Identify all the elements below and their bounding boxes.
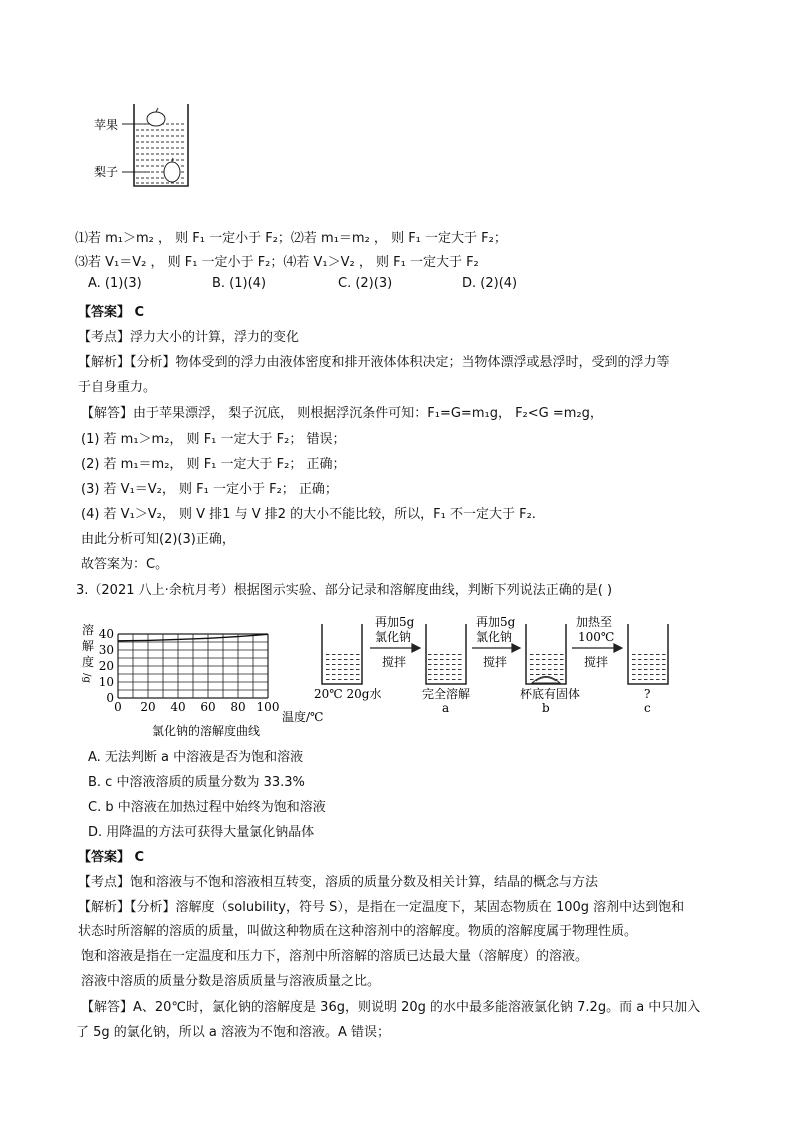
q2-analysis-1: 【解析】【分析】物体受到的浮力由液体密度和排开液体体积决定；当物体漂浮或悬浮时，受到的浮力等 xyxy=(78,355,670,370)
q3-analysis-1: 【解析】【分析】溶解度（solubility，符号 S），是指在一定温度下，某固态物质在 100g 溶剂中达到饱和 xyxy=(78,900,685,915)
q3-analysis-2: 状态时所溶解的溶质的质量，叫做这种物质在这种溶剂中的溶解度。物质的溶解度属于物理性质。 xyxy=(78,924,638,939)
x-tick-label: 0 xyxy=(114,700,122,714)
q3-choice-b: B. c 中溶液溶质的质量分数为 33.3% xyxy=(88,775,305,790)
q2-choice-d: D. (2)(4) xyxy=(462,276,518,291)
step1-label-under: 搅拌 xyxy=(382,655,407,669)
beaker-water xyxy=(322,624,362,684)
q3-solution-1: 【解答】A、20℃时，氯化钠的溶解度是 36g，则说明 20g 的水中最多能溶液氯化钠 7.2g。而 a 中只加入 xyxy=(81,1000,701,1015)
beaker-c-letter: c xyxy=(644,701,651,715)
label-apple: 苹果 xyxy=(94,118,119,132)
q2-item-3: (3) 若 V₁＝V₂， 则 F₁ 一定小于 F₂； 正确； xyxy=(81,482,338,497)
apple-shape xyxy=(147,112,165,126)
q3-analysis-3: 饱和溶液是指在一定温度和压力下，溶剂中所溶解的溶质已达最大量（溶解度）的溶液。 xyxy=(81,949,589,964)
beaker-b xyxy=(526,624,566,684)
label-pear: 梨子 xyxy=(94,165,119,179)
step2-label-bottom: 氯化钠 xyxy=(476,630,513,644)
y-tick-label: 20 xyxy=(98,659,114,673)
x-tick-label: 100 xyxy=(256,700,280,714)
beaker-a xyxy=(426,624,466,684)
q2-final-answer: 故答案为：C。 xyxy=(81,557,169,572)
q2-choice-c: C. (2)(3) xyxy=(338,276,393,291)
beaker-a-label: 完全溶解 xyxy=(422,687,471,701)
q3-choice-a: A. 无法判断 a 中溶液是否为饱和溶液 xyxy=(88,750,304,765)
q3-solution-2: 了 5g 的氯化钠，所以 a 溶液为不饱和溶液。A 错误； xyxy=(76,1025,391,1040)
step3-label-top: 加热至 xyxy=(576,615,613,629)
step2-label-top: 再加5g xyxy=(476,615,516,629)
beaker-c xyxy=(628,624,668,684)
beaker-b-letter: b xyxy=(542,701,550,715)
q3-choice-d: D. 用降温的方法可获得大量氯化钠晶体 xyxy=(88,825,315,840)
beaker-a-letter: a xyxy=(442,701,450,715)
step1-label-bottom: 氯化钠 xyxy=(375,630,412,644)
beaker-c-label: ? xyxy=(644,687,651,701)
beaker-figure xyxy=(92,100,202,192)
y-axis-label-char: 解 xyxy=(81,639,95,653)
q2-options-line1: ⑴若 m₁＞m₂ ， 则 F₁ 一定小于 F₂；⑵若 m₁＝m₂ ， 则 F₁ 一定大于 F₂； xyxy=(75,231,507,246)
y-tick-label: 30 xyxy=(98,643,114,657)
q2-conclusion: 由此分析可知(2)(3)正确， xyxy=(81,532,235,547)
q2-item-1: (1) 若 m₁＞m₂， 则 F₁ 一定大于 F₂； 错误； xyxy=(81,432,346,447)
solubility-chart xyxy=(74,618,324,740)
q3-title: 3.（2021 八上·余杭月考）根据图示实验、部分记录和溶解度曲线，判断下列说法正确的是( ) xyxy=(76,583,613,598)
q2-analysis-2: 于自身重力。 xyxy=(78,380,157,395)
step2-label-under: 搅拌 xyxy=(483,655,508,669)
q2-solution: 【解答】由于苹果漂浮， 梨子沉底， 则根据浮沉条件可知：F₁=G=m₁g， F₂<G =m₂g， xyxy=(81,406,603,421)
x-tick-label: 20 xyxy=(140,700,156,714)
x-tick-label: 60 xyxy=(200,700,216,714)
step3-label-bottom: 100℃ xyxy=(578,630,615,644)
x-tick-label: 80 xyxy=(230,700,246,714)
step1-label-top: 再加5g xyxy=(375,615,415,629)
y-axis-label-char: 度 xyxy=(81,655,95,669)
water-label: 20℃ 20g水 xyxy=(314,687,382,701)
beaker-b-label: 杯底有固体 xyxy=(520,687,581,701)
q3-kaodian: 【考点】饱和溶液与不饱和溶液相互转变，溶质的质量分数及相关计算，结晶的概念与方法 xyxy=(78,875,599,890)
chart-title: 氯化钠的溶解度曲线 xyxy=(152,724,261,738)
experiment-diagram xyxy=(308,612,670,720)
y-tick-label: 0 xyxy=(106,691,114,705)
x-axis-label: 温度/℃ xyxy=(282,710,324,724)
pear-shape xyxy=(164,162,180,182)
q2-item-2: (2) 若 m₁＝m₂， 则 F₁ 一定大于 F₂； 正确； xyxy=(81,457,346,472)
q2-answer: 【答案】 C xyxy=(78,305,145,320)
q3-analysis-4: 溶液中溶质的质量分数是溶质质量与溶液质量之比。 xyxy=(81,974,381,989)
q2-kaodian: 【考点】浮力大小的计算，浮力的变化 xyxy=(78,330,300,345)
y-tick-label: 40 xyxy=(98,627,114,641)
y-axis-label-char: /g xyxy=(81,673,92,683)
q3-answer: 【答案】 C xyxy=(78,850,145,865)
y-tick-label: 10 xyxy=(98,675,114,689)
y-axis-label-char: 溶 xyxy=(81,623,95,637)
x-tick-label: 40 xyxy=(170,700,186,714)
step3-label-under: 搅拌 xyxy=(584,655,609,669)
q2-choice-b: B. (1)(4) xyxy=(212,276,267,291)
q3-choice-c: C. b 中溶液在加热过程中始终为饱和溶液 xyxy=(88,800,326,815)
q2-choice-a: A. (1)(3) xyxy=(88,276,142,291)
q2-item-4: (4) 若 V₁＞V₂， 则 V 排1 与 V 排2 的大小不能比较，所以，F₁ 不一定大于 F₂. xyxy=(81,507,536,522)
q2-options-line2: ⑶若 V₁＝V₂ ， 则 F₁ 一定小于 F₂；⑷若 V₁＞V₂ ， 则 F₁ 一定大于 F₂ xyxy=(75,255,479,270)
